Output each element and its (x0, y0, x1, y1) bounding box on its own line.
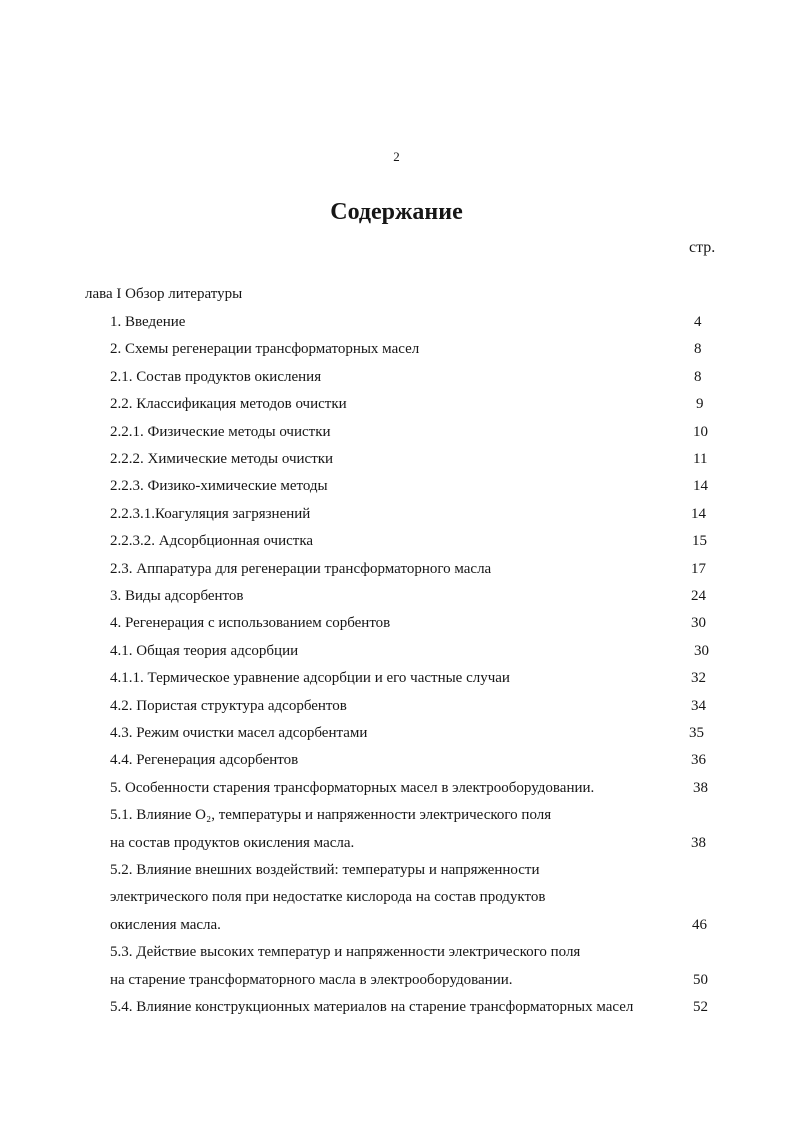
toc-entry (110, 367, 720, 387)
toc-entry-text: 2.2.3. Физико-химические методы (110, 478, 328, 494)
toc-entry (110, 394, 720, 414)
toc-entry (110, 860, 720, 880)
toc-entry-text: 2.1. Состав продуктов окисления (110, 369, 322, 385)
chapter-heading: лава I Обзор литературы (85, 286, 243, 302)
toc-entry-page: 17 (691, 561, 706, 577)
toc-entry-text: 4.1. Общая теория адсорбции (110, 643, 299, 659)
toc-entry-text: 2.2.3.2. Адсорбционная очистка (110, 533, 314, 549)
toc-entry (110, 696, 720, 716)
toc-entry-page: 38 (693, 780, 708, 796)
toc-entry-page: 15 (692, 533, 707, 549)
toc-entry-page: 24 (691, 588, 706, 604)
toc-entry (110, 339, 720, 359)
toc-entry (110, 613, 720, 633)
pages-column-label: стр. (689, 239, 716, 256)
toc-entry-page: 4 (694, 314, 702, 330)
toc-entry-page: 32 (691, 670, 706, 686)
toc-entry-page: 35 (689, 725, 704, 741)
toc-entry (110, 723, 720, 743)
toc-entry (110, 668, 720, 688)
toc-entry-text: 5.2. Влияние внешних воздействий: температуры и напряженности (110, 862, 540, 878)
toc-entry (110, 833, 720, 853)
toc-entry-page: 14 (691, 506, 706, 522)
toc-entry (110, 997, 720, 1017)
toc-entry-text: 4. Регенерация с использованием сорбентов (110, 615, 391, 631)
toc-entry-text: 1. Введение (110, 314, 186, 330)
toc-entry-text: электрического поля при недостатке кислорода на состав продуктов (110, 889, 546, 905)
toc-entry-page: 30 (694, 643, 709, 659)
toc-entry-text: 5.3. Действие высоких температур и напряженности электрического поля (110, 944, 581, 960)
toc-entry-page: 14 (693, 478, 708, 494)
toc-entry (110, 778, 720, 798)
toc-entry-text: 2.2.3.1.Коагуляция загрязнений (110, 506, 311, 522)
toc-entry-page: 11 (693, 451, 708, 467)
toc-entry-page: 52 (693, 999, 708, 1015)
toc-entry-text: 2.3. Аппаратура для регенерации трансформаторного масла (110, 561, 492, 577)
toc-entry-text: 4.2. Пористая структура адсорбентов (110, 698, 347, 714)
toc-entry-text: 5.1. Влияние O₂, температуры и напряженности электрического поля (110, 807, 552, 823)
page-title: Содержание (330, 199, 463, 225)
toc-entry-page: 36 (691, 752, 706, 768)
toc-entry-text: 2.2. Классификация методов очистки (110, 396, 347, 412)
toc-entry-text: 2. Схемы регенерации трансформаторных масел (110, 341, 420, 357)
toc-entry-page: 46 (692, 917, 707, 933)
toc-entry-text: 2.2.2. Химические методы очистки (110, 451, 334, 467)
toc-entry (110, 887, 720, 907)
toc-entry (110, 641, 720, 661)
toc-entry-text: 4.1.1. Термическое уравнение адсорбции и его частные случаи (110, 670, 510, 686)
toc-entry-page: 10 (693, 424, 708, 440)
toc-entry (110, 970, 720, 990)
toc-entry-text: на состав продуктов окисления масла. (110, 835, 355, 851)
toc-entry (110, 750, 720, 770)
toc-entry (110, 805, 720, 825)
toc-entry-text: 5. Особенности старения трансформаторных масел в электрооборудовании. (110, 780, 595, 796)
toc-entry-text: на старение трансформаторного масла в электрооборудовании. (110, 972, 513, 988)
toc-entry-page: 8 (694, 341, 702, 357)
toc-entry-text: 4.3. Режим очистки масел адсорбентами (110, 725, 368, 741)
toc-entry-page: 34 (691, 698, 706, 714)
toc-entry (110, 312, 720, 332)
toc-entry (110, 504, 720, 524)
toc-entry (110, 422, 720, 442)
toc-entry-text: 5.4. Влияние конструкционных материалов на старение трансформаторных масел (110, 999, 634, 1015)
page-number: 2 (393, 149, 400, 164)
toc-entry-page: 50 (693, 972, 708, 988)
toc-entry (110, 531, 720, 551)
toc-entry (110, 559, 720, 579)
toc-entry-text: окисления масла. (110, 917, 221, 933)
toc-entry (110, 476, 720, 496)
toc-entry-text: 2.2.1. Физические методы очистки (110, 424, 331, 440)
toc-entry (110, 586, 720, 606)
toc-entry (110, 449, 720, 469)
toc-entry (110, 942, 720, 962)
toc-entry-text: 4.4. Регенерация адсорбентов (110, 752, 299, 768)
toc-entry-page: 30 (691, 615, 706, 631)
toc-entry-page: 38 (691, 835, 706, 851)
toc-entry-page: 8 (694, 369, 702, 385)
toc-entry-page: 9 (696, 396, 704, 412)
toc-entry (110, 915, 720, 935)
toc-entry-text: 3. Виды адсорбентов (110, 588, 244, 604)
